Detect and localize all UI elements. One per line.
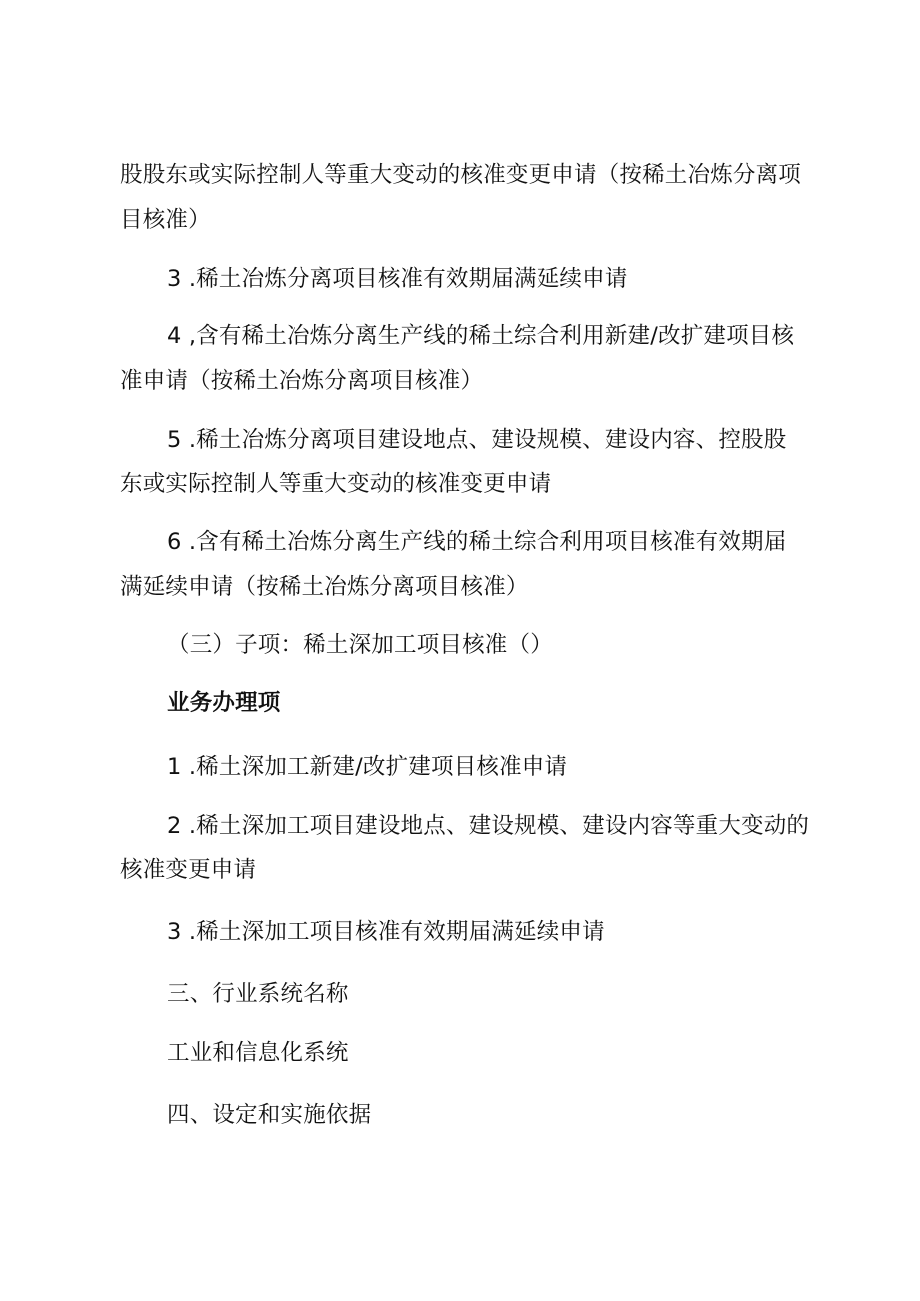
paragraph-line: 满延续申请（按稀土冶炼分离项目核准） — [120, 574, 529, 600]
list-item-3b: 3 .稀土深加工项目核准有效期届满延续申请 — [167, 919, 605, 945]
section-heading-3: 三、行业系统名称 — [167, 981, 349, 1007]
list-item-2: 2 .稀土深加工项目建设地点、建设规模、建设内容等重大变动的 — [167, 813, 810, 839]
list-item-1: 1 .稀土深加工新建/改扩建项目核准申请 — [167, 754, 568, 780]
system-name: 工业和信息化系统 — [167, 1040, 349, 1066]
paragraph-line: 准申请（按稀土冶炼分离项目核准） — [120, 368, 484, 394]
paragraph-line: 股股东或实际控制人等重大变动的核准变更申请（按稀土冶炼分离项 — [120, 162, 802, 188]
paragraph-line: 东或实际控制人等重大变动的核准变更申请 — [120, 471, 552, 497]
list-item-3: 3 .稀土冶炼分离项目核准有效期届满延续申请 — [167, 266, 628, 292]
list-item-6: 6 .含有稀土冶炼分离生产线的稀土综合利用项目核准有效期届 — [167, 529, 787, 555]
paragraph-line: 目核准） — [120, 207, 211, 233]
section-heading-4: 四、设定和实施依据 — [167, 1102, 372, 1128]
section-label: 业务办理项 — [167, 690, 281, 716]
subsection-heading: （三）子项：稀土深加工项目核准（） — [167, 632, 553, 658]
list-item-4: 4 ,含有稀土冶炼分离生产线的稀土综合利用新建/改扩建项目核 — [167, 323, 795, 349]
paragraph-line: 核准变更申请 — [120, 857, 257, 883]
list-item-5: 5 .稀土冶炼分离项目建设地点、建设规模、建设内容、控股股 — [167, 427, 787, 453]
